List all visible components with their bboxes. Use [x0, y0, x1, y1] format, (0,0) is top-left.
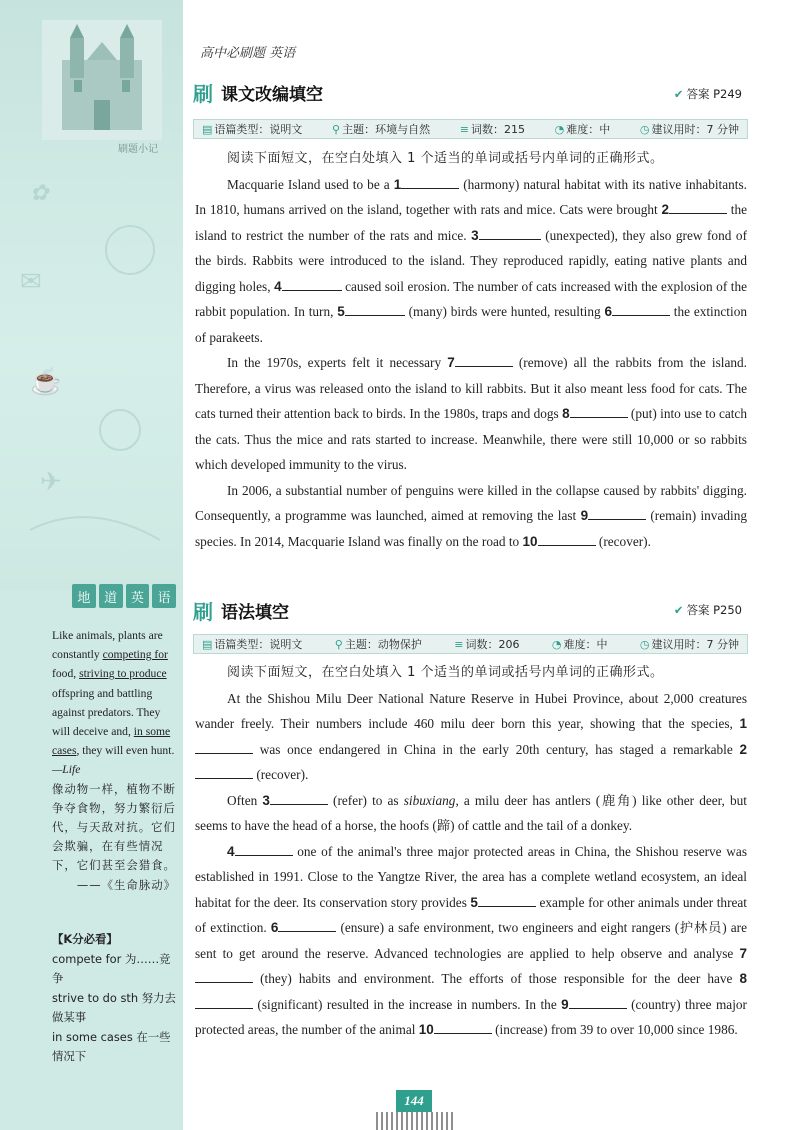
- badge-char: 英: [126, 584, 150, 608]
- blank-1[interactable]: [195, 737, 253, 754]
- k-item: in some cases 在一些情况下: [52, 1029, 171, 1063]
- gauge-icon: ◔: [554, 123, 565, 136]
- section1-answer-link[interactable]: [674, 86, 742, 102]
- meta-type: ▤ 语篇类型：说明文: [202, 123, 303, 136]
- clock-icon: ◷: [639, 123, 650, 136]
- blank-number: 10: [418, 1022, 434, 1037]
- gauge-icon: ◔: [551, 638, 562, 651]
- svg-text:✈: ✈: [40, 467, 62, 497]
- meta-difficulty: ◔ 难度：中: [551, 638, 608, 651]
- k-box-title: 【K分必看】: [52, 932, 118, 946]
- sidebar-illustration: [0, 0, 183, 590]
- quote-source: —Life: [52, 763, 81, 777]
- section2-heading: [193, 596, 289, 625]
- sidebar: [0, 0, 183, 1130]
- scribble-decoration-icon: [10, 170, 180, 570]
- blank-number: 1: [393, 176, 402, 192]
- blank-number: 7: [447, 355, 455, 370]
- blank-10[interactable]: [434, 1017, 492, 1034]
- blank-8[interactable]: [195, 992, 253, 1009]
- blank-10[interactable]: [538, 529, 596, 546]
- section2-passage: [195, 660, 747, 1043]
- quote-text: , they will even hunt.: [76, 744, 175, 758]
- k-must-see-box: [52, 930, 176, 1067]
- s2-paragraph-2: Often 3 (refer) to as sibuxiang, a milu deer has antlers (鹿角) like other deer, but seems to have the head of a horse, the hoofs (蹄) of cattle and the tail of a donkey.: [195, 788, 747, 839]
- count-icon: ≡: [459, 123, 469, 136]
- section2-instruction: 阅读下面短文，在空白处填入 1 个适当的单词或括号内单词的正确形式。: [227, 665, 664, 680]
- doc-icon: ▤: [202, 638, 213, 651]
- blank-number: 8: [562, 406, 570, 421]
- didao-yingyu-badge: [72, 584, 176, 610]
- s1-paragraph-2: In the 1970s, experts felt it necessary 7 (remove) all the rabbits from the island. Therefore, a virus was released onto the island to kill rabbits. But it also meant less food for cats. The cats turned their attention back to birds. In the 1980s, traps and dogs 8 (put) into use to catch the cats. Thus the mice and rats started to increase. Meanwhile, there were still 10,000 or so rabbits which developed immunity to the virus.: [195, 350, 747, 478]
- blank-number: 3: [471, 227, 479, 243]
- blank-number: 7: [739, 945, 747, 961]
- answer-page: 答案 P249: [686, 87, 742, 101]
- blank-7[interactable]: [455, 350, 513, 367]
- blank-9[interactable]: [588, 503, 646, 520]
- answer-page: 答案 P250: [686, 603, 742, 617]
- blank-5[interactable]: [478, 890, 536, 907]
- blank-2[interactable]: [669, 197, 727, 214]
- s2-paragraph-1: At the Shishou Milu Deer National Nature Reserve in Hubei Province, about 2,000 creatures wander freely. Their numbers include 460 milu deer born this year, showing that the species, 1 was once endangered in China in the early 20th century, has staged a remarkable 2 (recover).: [195, 690, 747, 782]
- blank-number: 4: [274, 278, 282, 294]
- brush-icon: 刷: [193, 82, 213, 106]
- blank-4[interactable]: [235, 839, 293, 856]
- section2-meta-bar: [193, 634, 748, 654]
- quote-phrase: in some cases: [52, 725, 171, 758]
- quote-translation: 像动物一样，植物不断争夺食物，努力繁衍后代，与天敌对抗。它们会欺骗，在有些情况下，它们甚至会猎食。: [52, 781, 176, 873]
- blank-3[interactable]: [479, 223, 541, 240]
- blank-number: 9: [561, 996, 569, 1012]
- meta-difficulty: ◔ 难度：中: [554, 123, 611, 136]
- book-title: 高中必刷题 英语: [200, 46, 296, 61]
- k-item: strive to do sth 努力去做某事: [52, 990, 176, 1024]
- blank-number: 2: [739, 741, 747, 757]
- section2-title: 语法填空: [221, 603, 289, 623]
- sidebar-quote: [52, 626, 176, 895]
- blank-number: 10: [522, 533, 538, 549]
- clock-icon: ◷: [639, 638, 650, 651]
- doc-icon: ▤: [202, 123, 213, 136]
- page-number: 144: [396, 1090, 432, 1112]
- blank-6[interactable]: [278, 915, 336, 932]
- blank-1[interactable]: [401, 172, 459, 189]
- quote-phrase: competing for: [102, 648, 168, 662]
- church-photo-icon: [42, 20, 162, 140]
- check-icon: ✔: [673, 603, 684, 617]
- section1-instruction: 阅读下面短文，在空白处填入 1 个适当的单词或括号内单词的正确形式。: [227, 151, 664, 166]
- svg-text:✉: ✉: [20, 267, 42, 297]
- quote-phrase: striving to produce: [79, 667, 167, 681]
- blank-number: 6: [604, 304, 612, 319]
- meta-type: ▤ 语篇类型：说明文: [202, 638, 303, 651]
- blank-number: 5: [337, 304, 345, 319]
- k-item: compete for 为……竞争: [52, 951, 171, 985]
- blank-number: 2: [661, 202, 669, 217]
- italic-term: sibuxiang: [403, 792, 456, 808]
- section1-title: 课文改编填空: [221, 85, 323, 105]
- check-icon: ✔: [673, 87, 684, 101]
- photo-caption: 刷题小记: [118, 144, 158, 155]
- blank-number: 1: [739, 716, 747, 731]
- meta-time: ◷ 建议用时：7 分钟: [639, 123, 739, 136]
- blank-9[interactable]: [569, 992, 627, 1009]
- badge-char: 地: [72, 584, 96, 608]
- meta-topic: ⚲ 主题：动物保护: [334, 638, 422, 651]
- s2-paragraph-3: 4 one of the animal's three major protected areas in China, the Shishou reserve was established in 1991. Close to the Yangtze River, the area has a complete wetland ecosystem, an ideal habitat for the deer. Its conservation story provides 5 example for other animals under threat of extinction. 6 (ensure) a safe environment, two engineers and eight rangers (护林员) are sent to get around the reserve. Advanced technologies are applied to help observe and analyse 7 (they) habits and environment. The efforts of those responsible for the deer have 8 (significant) resulted in the increase in numbers. In the 9 (country) three major protected areas, the number of the animal 10 (increase) from 39 to over 10,000 since 1986.: [195, 839, 747, 1043]
- blank-number: 5: [470, 894, 478, 910]
- meta-words: ≡ 词数：206: [454, 638, 520, 651]
- svg-text:✿: ✿: [30, 181, 49, 206]
- quote-translation-source: ——《生命脉动》: [76, 877, 176, 892]
- blank-number: 9: [580, 508, 589, 523]
- blank-3[interactable]: [270, 788, 328, 805]
- page-marker-decoration: [376, 1112, 456, 1130]
- search-icon: ⚲: [332, 123, 341, 136]
- s1-paragraph-3: In 2006, a substantial number of penguins were killed in the collapse caused by rabbits' digging. Consequently, a programme was launched, aimed at removing the last 9 (remain) invading species. In 2014, Macquarie Island was finally on the road to 10 (recover).: [195, 482, 747, 549]
- blank-7[interactable]: [195, 966, 253, 983]
- blank-number: 8: [739, 971, 747, 986]
- blank-number: 6: [270, 920, 279, 935]
- blank-4[interactable]: [282, 274, 342, 291]
- quote-text: offspring and battling against predators. They will deceive and,: [52, 686, 161, 739]
- badge-char: 语: [152, 584, 176, 608]
- meta-time: ◷ 建议用时：7 分钟: [639, 638, 739, 651]
- s1-paragraph-1: Macquarie Island used to be a 1 (harmony) natural habitat with its native inhabitants. In 1810, humans arrived on the island, together with rats and mice. Cats were brought 2 the island to restrict the number of the rats and mice. 3 (unexpected), they also grew fond of the birds. Rabbits were introduced to the island. They reproduced rapidly, eating native plants and digging holes, 4 caused soil erosion. The number of cats increased with the explosion of the rabbit population. In turn, 5 (many) birds were hunted, resulting 6 the extinction of parakeets.: [195, 172, 747, 351]
- meta-words: ≡ 词数：215: [459, 123, 525, 136]
- blank-6[interactable]: [612, 299, 670, 316]
- section1-heading: [193, 78, 323, 107]
- section1-meta-bar: [193, 119, 748, 139]
- count-icon: ≡: [454, 638, 464, 651]
- search-icon: ⚲: [334, 638, 343, 651]
- blank-number: 3: [262, 792, 270, 808]
- meta-topic: ⚲ 主题：环境与自然: [332, 123, 431, 136]
- section2-answer-link[interactable]: [674, 602, 742, 618]
- blank-5[interactable]: [345, 299, 405, 316]
- svg-text:☕: ☕: [30, 367, 63, 397]
- blank-8[interactable]: [570, 401, 628, 418]
- blank-number: 4: [227, 843, 235, 859]
- quote-text: food,: [52, 667, 80, 681]
- section1-passage: [195, 146, 747, 554]
- blank-2[interactable]: [195, 762, 253, 779]
- quote-text: Like animals, plants are constantly: [52, 629, 163, 662]
- badge-char: 道: [99, 584, 123, 608]
- brush-icon: 刷: [193, 600, 213, 624]
